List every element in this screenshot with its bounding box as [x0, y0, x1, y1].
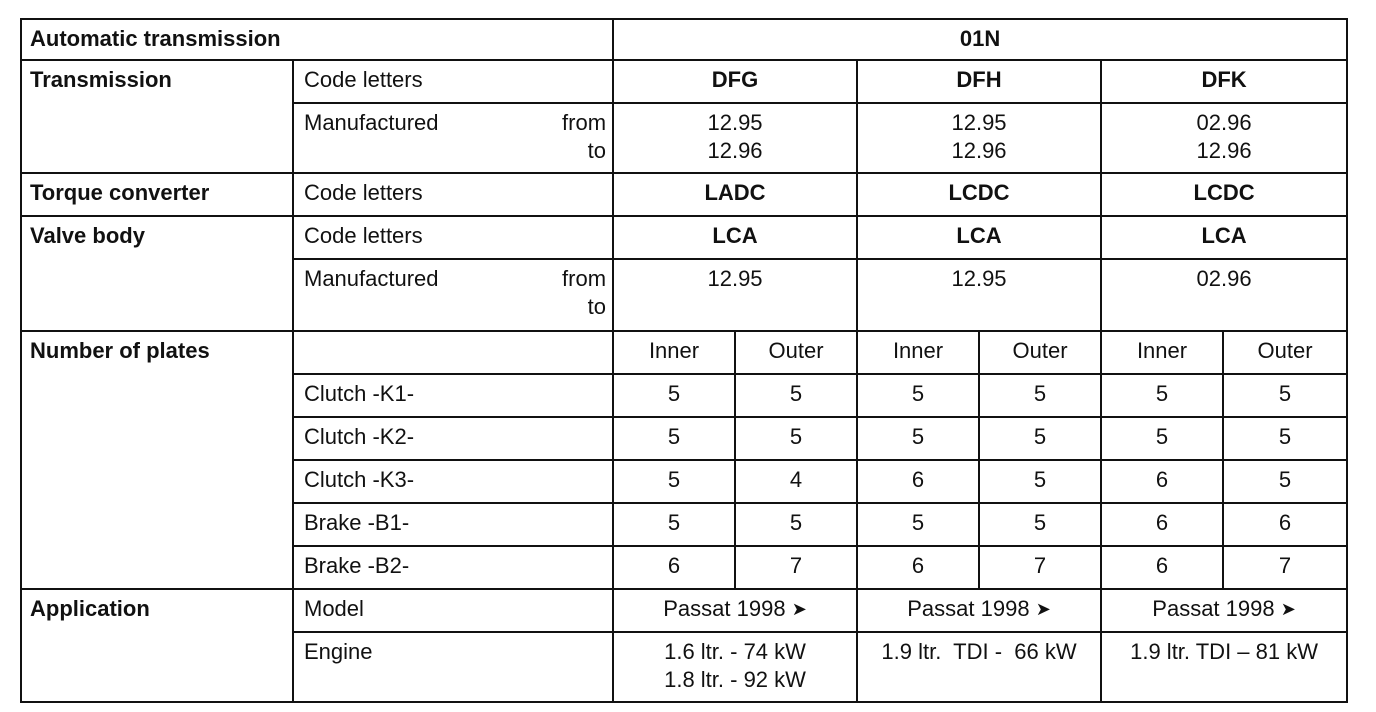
valve-body-to-label: to [587, 294, 607, 319]
transmission-manufactured-label: Manufactured [304, 110, 439, 135]
plates-outer-header-2: Outer [979, 331, 1101, 374]
engine-line: 1.6 ltr. - 74 kW [664, 639, 806, 664]
transmission-spec-table [20, 18, 1348, 703]
transmission-to-1: 12.96 [707, 138, 763, 163]
plates-row-label: Clutch -K2- [293, 417, 613, 460]
plates-header-row [21, 331, 1347, 374]
valve-body-from-3: 02.96 [1101, 259, 1347, 331]
plates-value: 4 [735, 460, 857, 503]
plates-value: 5 [979, 417, 1101, 460]
arrow-right-icon: ➤ [1280, 599, 1296, 619]
model-name: Passat 1998 [907, 596, 1030, 621]
plates-value: 6 [857, 460, 979, 503]
transmission-code-3: DFK [1101, 60, 1347, 103]
valve-body-code-1: LCA [613, 216, 857, 259]
transmission-from-1: 12.95 [707, 110, 763, 135]
plates-section-spacer [21, 417, 293, 460]
plates-row-b1 [21, 503, 1347, 546]
plates-value: 5 [613, 460, 735, 503]
transmission-from-2: 12.95 [951, 110, 1007, 135]
plates-value: 5 [1223, 460, 1347, 503]
application-engine-2 [857, 632, 1101, 702]
application-model-3 [1101, 589, 1347, 632]
application-section-label: Application [21, 589, 293, 632]
application-section-spacer [21, 632, 293, 702]
application-engine-row [21, 632, 1347, 702]
plates-inner-header-2: Inner [857, 331, 979, 374]
valve-body-manufactured-cell [293, 259, 613, 331]
plates-row-label: Brake -B1- [293, 503, 613, 546]
plates-row-label: Clutch -K3- [293, 460, 613, 503]
header-code: 01N [613, 19, 1347, 60]
transmission-section-spacer [21, 103, 293, 173]
plates-section-label: Number of plates [21, 331, 293, 374]
plates-section-spacer [21, 546, 293, 589]
plates-row-label: Brake -B2- [293, 546, 613, 589]
transmission-code-2: DFH [857, 60, 1101, 103]
plates-row-k3 [21, 460, 1347, 503]
valve-body-code-row [21, 216, 1347, 259]
valve-body-code-2: LCA [857, 216, 1101, 259]
torque-converter-code-3: LCDC [1101, 173, 1347, 216]
valve-body-section-label: Valve body [21, 216, 293, 259]
transmission-code-1: DFG [613, 60, 857, 103]
torque-converter-code-label: Code letters [293, 173, 613, 216]
plates-value: 7 [735, 546, 857, 589]
header-title: Automatic transmission [21, 19, 613, 60]
transmission-dates-2 [857, 103, 1101, 173]
plates-value: 5 [613, 417, 735, 460]
transmission-dates-1 [613, 103, 857, 173]
torque-converter-code-2: LCDC [857, 173, 1101, 216]
plates-value: 5 [613, 374, 735, 417]
transmission-code-row [21, 60, 1347, 103]
plates-value: 7 [1223, 546, 1347, 589]
torque-converter-row [21, 173, 1347, 216]
plates-value: 5 [613, 503, 735, 546]
application-engine-1 [613, 632, 857, 702]
plates-row-b2 [21, 546, 1347, 589]
valve-body-from-2: 12.95 [857, 259, 1101, 331]
application-engine-label: Engine [293, 632, 613, 702]
valve-body-code-label: Code letters [293, 216, 613, 259]
plates-label-spacer [293, 331, 613, 374]
transmission-manufactured-cell [293, 103, 613, 173]
plates-value: 5 [1223, 417, 1347, 460]
plates-value: 6 [1101, 503, 1223, 546]
plates-value: 5 [735, 417, 857, 460]
plates-outer-header-3: Outer [1223, 331, 1347, 374]
valve-body-section-spacer [21, 259, 293, 331]
plates-value: 5 [979, 460, 1101, 503]
plates-value: 5 [1223, 374, 1347, 417]
plates-outer-header-1: Outer [735, 331, 857, 374]
plates-value: 6 [1223, 503, 1347, 546]
torque-converter-section-label: Torque converter [21, 173, 293, 216]
header-row [21, 19, 1347, 60]
application-model-1 [613, 589, 857, 632]
plates-value: 5 [735, 503, 857, 546]
plates-row-k1 [21, 374, 1347, 417]
transmission-to-label: to [587, 138, 607, 163]
transmission-from-label: from [562, 110, 607, 135]
transmission-dates-3 [1101, 103, 1347, 173]
transmission-manufactured-row [21, 103, 1347, 173]
engine-line: 1.9 ltr. TDI - 66 kW [881, 639, 1077, 664]
plates-inner-header-1: Inner [613, 331, 735, 374]
valve-body-manufactured-row [21, 259, 1347, 331]
arrow-right-icon: ➤ [1035, 599, 1051, 619]
transmission-code-label: Code letters [293, 60, 613, 103]
application-engine-3 [1101, 632, 1347, 702]
transmission-to-2: 12.96 [951, 138, 1007, 163]
model-name: Passat 1998 [1152, 596, 1275, 621]
valve-body-code-3: LCA [1101, 216, 1347, 259]
plates-value: 5 [1101, 417, 1223, 460]
valve-body-from-label: from [562, 266, 607, 291]
plates-section-spacer [21, 374, 293, 417]
valve-body-manufactured-label: Manufactured [304, 266, 439, 291]
plates-value: 5 [979, 374, 1101, 417]
arrow-right-icon: ➤ [791, 599, 807, 619]
plates-row-label: Clutch -K1- [293, 374, 613, 417]
plates-section-spacer [21, 460, 293, 503]
plates-value: 5 [979, 503, 1101, 546]
application-model-2 [857, 589, 1101, 632]
plates-row-k2 [21, 417, 1347, 460]
plates-value: 6 [857, 546, 979, 589]
valve-body-from-1: 12.95 [613, 259, 857, 331]
plates-value: 5 [1101, 374, 1223, 417]
plates-value: 5 [857, 417, 979, 460]
plates-value: 5 [857, 503, 979, 546]
engine-line: 1.8 ltr. - 92 kW [664, 667, 806, 692]
application-model-row [21, 589, 1347, 632]
plates-inner-header-3: Inner [1101, 331, 1223, 374]
plates-value: 6 [613, 546, 735, 589]
plates-value: 6 [1101, 460, 1223, 503]
model-name: Passat 1998 [663, 596, 786, 621]
transmission-to-3: 12.96 [1196, 138, 1252, 163]
plates-value: 7 [979, 546, 1101, 589]
transmission-from-3: 02.96 [1196, 110, 1252, 135]
transmission-section-label: Transmission [21, 60, 293, 103]
application-model-label: Model [293, 589, 613, 632]
plates-value: 5 [857, 374, 979, 417]
plates-value: 5 [735, 374, 857, 417]
torque-converter-code-1: LADC [613, 173, 857, 216]
plates-value: 6 [1101, 546, 1223, 589]
plates-section-spacer [21, 503, 293, 546]
engine-line: 1.9 ltr. TDI – 81 kW [1130, 639, 1318, 664]
